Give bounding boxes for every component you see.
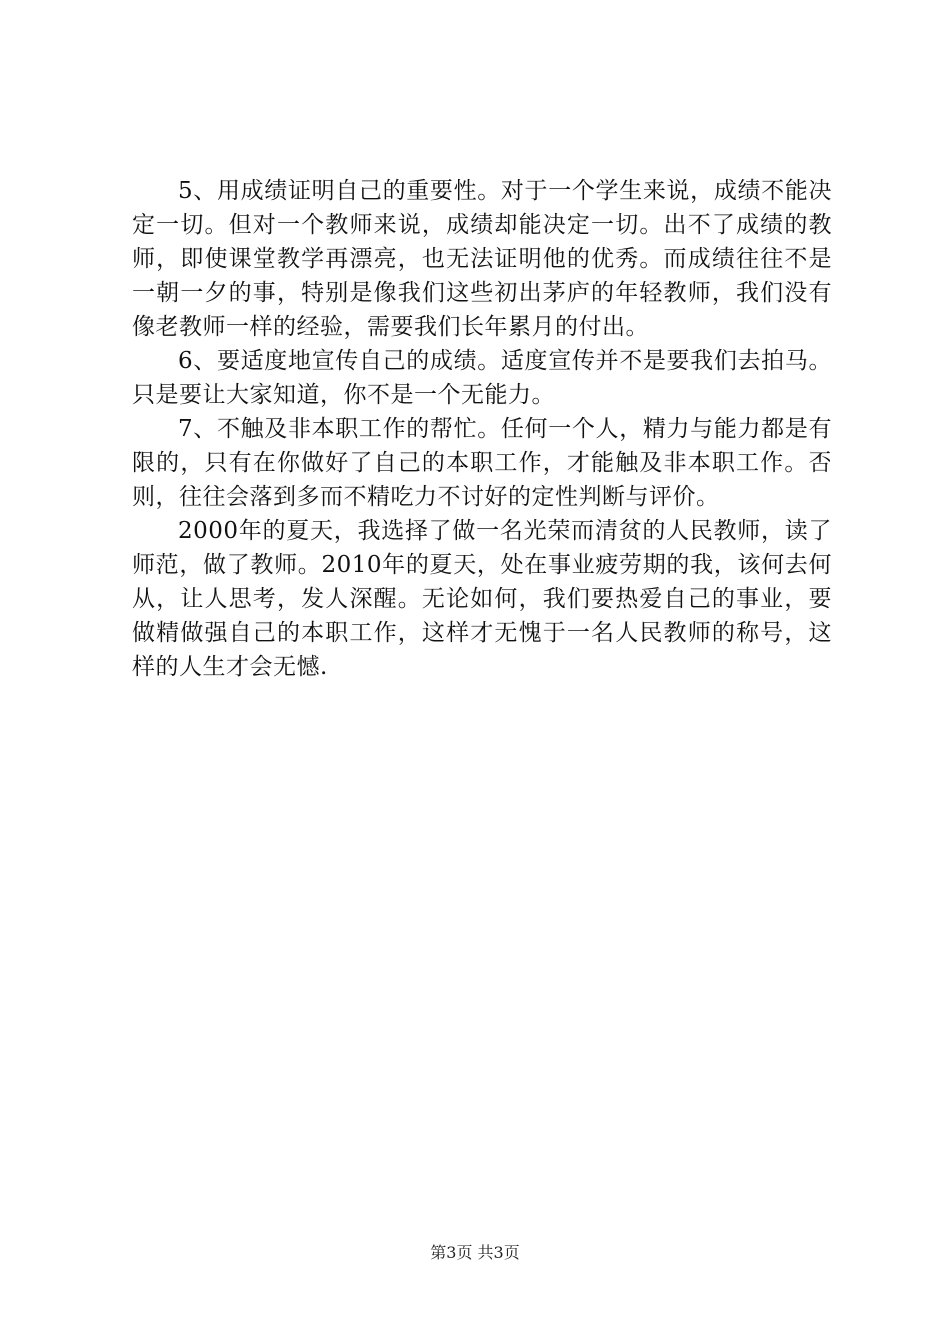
paragraph-5: 5、用成绩证明自己的重要性。对于一个学生来说，成绩不能决定一切。但对一个教师来说，成绩却能决定一切。出不了成绩的教师，即使课堂教学再漂亮，也无法证明他的优秀。而成绩往往不是一朝一夕的事，特别是像我们这些初出茅庐的年轻教师，我们没有像老教师一样的经验，需要我们长年累月的付出。 (132, 178, 832, 340)
page-number-label: 第3页 共3页 (430, 1243, 520, 1262)
paragraph-7: 7、不触及非本职工作的帮忙。任何一个人，精力与能力都是有限的，只有在你做好了自己的本职工作，才能触及非本职工作。否则，往往会落到多而不精吃力不讨好的定性判断与评价。 (132, 416, 832, 510)
document-body (132, 174, 832, 684)
page-footer (0, 1242, 950, 1264)
paragraph-conclusion: 2000年的夏天，我选择了做一名光荣而清贫的人民教师，读了师范，做了教师。2010年的夏天，处在事业疲劳期的我，该何去何从，让人思考，发人深醒。无论如何，我们要热爱自己的事业，要做精做强自己的本职工作，这样才无愧于一名人民教师的称号，这样的人生才会无憾. (132, 518, 832, 680)
paragraph-6: 6、要适度地宣传自己的成绩。适度宣传并不是要我们去拍马。只是要让大家知道，你不是一个无能力。 (132, 348, 832, 408)
